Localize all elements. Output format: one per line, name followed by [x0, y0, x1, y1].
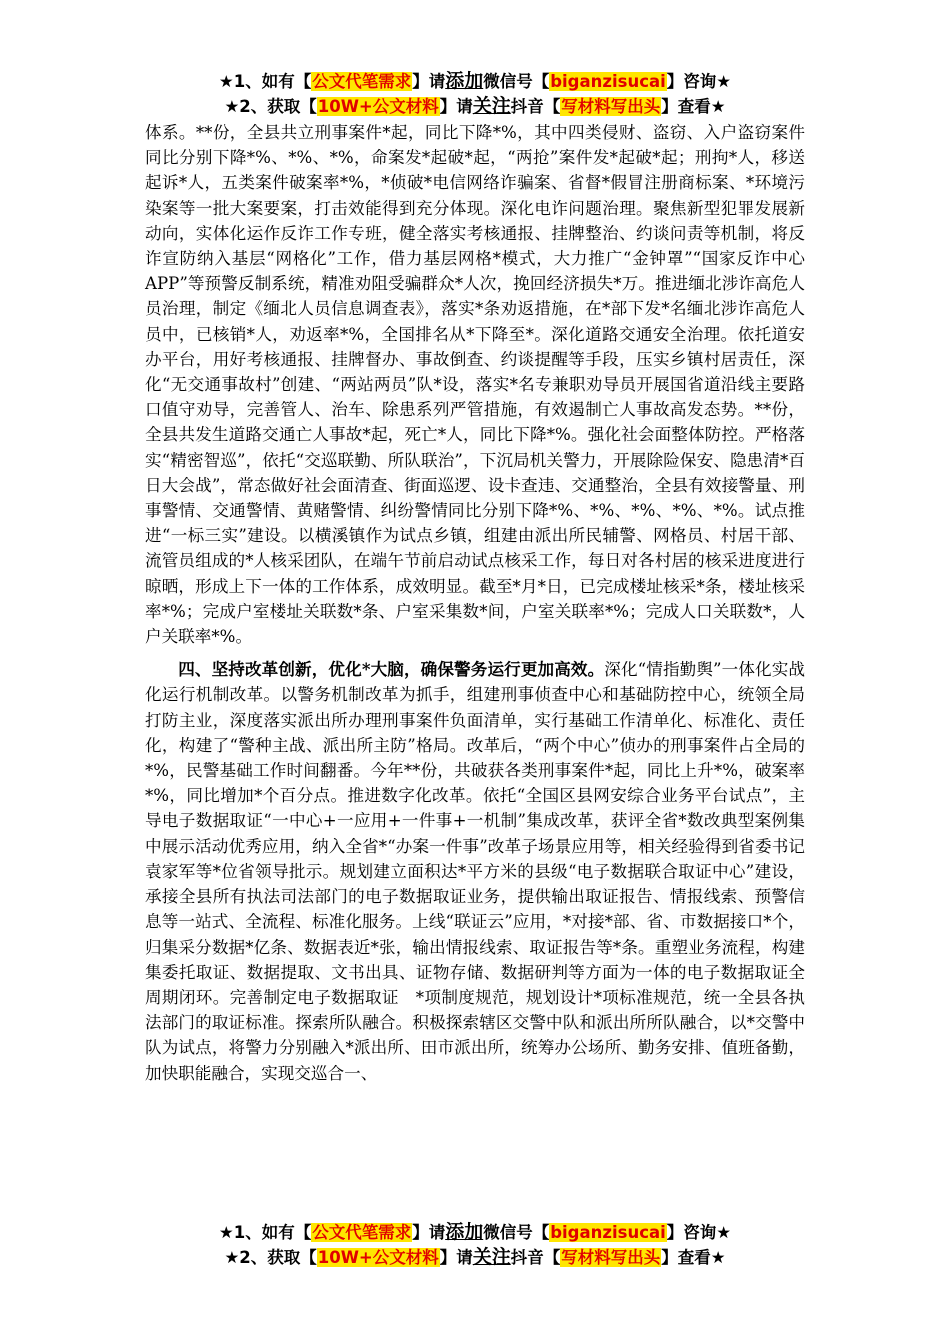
highlight-douyin: 写材料写出头	[561, 1248, 661, 1267]
notice-text: ★1、如有【	[218, 1223, 312, 1242]
highlight-materials: 10W+公文材料	[317, 1248, 439, 1267]
header-notice	[0, 69, 950, 119]
notice-text: ★1、如有【	[218, 72, 312, 91]
notice-text: 】请	[412, 72, 446, 91]
highlight-service: 公文代笔需求	[312, 72, 412, 91]
highlight-douyin: 写材料写出头	[561, 97, 661, 116]
highlight-materials: 10W+公文材料	[317, 97, 439, 116]
notice-line-2	[0, 1245, 950, 1270]
highlight-wechat-id: biganzisucai	[550, 72, 666, 91]
highlight-wechat-id: biganzisucai	[550, 1223, 666, 1242]
notice-line-1	[0, 69, 950, 94]
notice-text: ★2、获取【	[224, 1248, 317, 1267]
notice-text: 微信号【	[483, 72, 550, 91]
notice-text: 】请	[439, 1248, 473, 1267]
footer-notice	[0, 1220, 950, 1270]
notice-text: 抖音【	[510, 1248, 561, 1267]
highlight-service: 公文代笔需求	[312, 1223, 412, 1242]
paragraph-text: 深化“情指勤舆”一体化实战化运行机制改革。以警务机制改革为抓手，组建刑事侦查中心和基础防控中心，统领全局打防主业，深度落实派出所办理刑事案件负面清单，实行基础工作清单化、标准化、责任化，构建了“警种主战、派出所主防”格局。改革后，“两个中心”侦办的刑事案件占全局的*%，民警基础工作时间翻番。今年**份，共破获各类刑事案件*起，同比上升*%，破案率*%，同比增加*个百分点。推进数字化改革。依托“全国区县网安综合业务平台试点”，主导电子数据取证“一中心+一应用+一件事+一机制”集成改革，获评全省*数改典型案例集中展示活动优秀应用，纳入全省*“办案一件事”改革子场景应用等，相关经验得到省委书记袁家军等*位省领导批示。规划建立面积达*平方米的县级“电子数据联合取证中心”建设，承接全县所有执法司法部门的电子数据取证业务，提供输出取证报告、情报线索、预警信息等一站式、全流程、标准化服务。上线“联证云”应用，*对接*部、省、市数据接口*个，归集采分数据*亿条、数据表近*张，输出情报线索、取证报告等*条。重塑业务流程，构建集委托取证、数据提取、文书出具、证物存储、数据研判等方面为一体的电子数据取证全周期闭环。完善制定电子数据取证 *项制度规范，规划设计*项标准规范，统一全县各执法部门的取证标准。探索所队融合。积极探索辖区交警中队和派出所所队融合，以*交警中队为试点，将警力分别融入*派出所、田市派出所，统筹办公场所、勤务安排、值班备勤，加快职能融合，实现交巡合一、	[145, 660, 805, 1083]
paragraph: 体系。**份，全县共立刑事案件*起，同比下降*%，其中四类侵财、盗窃、入户盗窃案件同比分别下降*%、*%、*%，命案发*起破*起，“两抢”案件发*起破*起；刑拘*人，移送起诉*人，五类案件破案率*%，*侦破*电信网络诈骗案、省督*假冒注册商标案、*环境污染案等一批大案要案，打击效能得到充分体现。深化电诈问题治理。聚焦新型犯罪发展新动向，实体化运作反诈工作专班，健全落实考核通报、挂牌整治、约谈问责等机制，将反诈宣防纳入基层“网格化”工作，借力基层网格*模式，大力推广“金钟罩”“国家反诈中心APP”等预警反制系统，精准劝阻受骗群众*人次，挽回经济损失*万。推进缅北涉诈高危人员治理，制定《缅北人员信息调查表》，落实*条劝返措施，在*部下发*名缅北涉诈高危人员中，已核销*人，劝返率*%，全国排名从*下降至*。深化道路交通安全治理。依托道安办平台，用好考核通报、挂牌督办、事故倒查、约谈提醒等手段，压实乡镇村居责任，深化“无交通事故村”创建、“两站两员”队*设，落实*名专兼职劝导员开展国省道沿线主要路口值守劝导，完善管人、治车、除患系列严管措施，有效遏制亡人事故高发态势。**份，全县共发生道路交通亡人事故*起，死亡*人，同比下降*%。强化社会面整体防控。严格落实“精密智巡”，依托“交巡联勤、所队联治”，下沉局机关警力，开展除险保安、隐患清*百日大会战”，常态做好社会面清查、街面巡逻、设卡查违、交通整治，全县有效接警量、刑事警情、交通警情、黄赌警情、纠纷警情同比分别下降*%、*%、*%、*%、*%。试点推进“一标三实”建设。以横溪镇作为试点乡镇，组建由派出所民辅警、网格员、村居干部、流管员组成的*人核采团队，在端午节前启动试点核采工作，每日对各村居的核采进度进行晾晒，形成上下一体的工作体系，成效明显。截至*月*日，已完成楼址核采*条，楼址核采率*%；完成户室楼址关联数*条、户室采集数*间，户室关联率*%；完成人口关联数*，人户关联率*%。	[145, 123, 805, 647]
notice-text: 】请	[439, 97, 473, 116]
notice-text: 】查看★	[661, 97, 726, 116]
document-body	[145, 120, 805, 1086]
notice-emphasis: 添加	[445, 1221, 484, 1243]
notice-line-2	[0, 94, 950, 119]
notice-line-1	[0, 1220, 950, 1245]
notice-emphasis: 关注	[472, 1246, 511, 1268]
notice-text: 】咨询★	[666, 1223, 732, 1242]
section-heading: 四、坚持改革创新，优化*大脑，确保警务运行更加高效。	[178, 659, 605, 680]
paragraph	[145, 657, 805, 1085]
notice-emphasis: 关注	[472, 95, 511, 117]
notice-text: 抖音【	[510, 97, 561, 116]
notice-text: 】请	[412, 1223, 446, 1242]
notice-text: 】查看★	[661, 1248, 726, 1267]
notice-text: 】咨询★	[666, 72, 732, 91]
notice-text: ★2、获取【	[224, 97, 317, 116]
notice-emphasis: 添加	[445, 70, 484, 92]
notice-text: 微信号【	[483, 1223, 550, 1242]
